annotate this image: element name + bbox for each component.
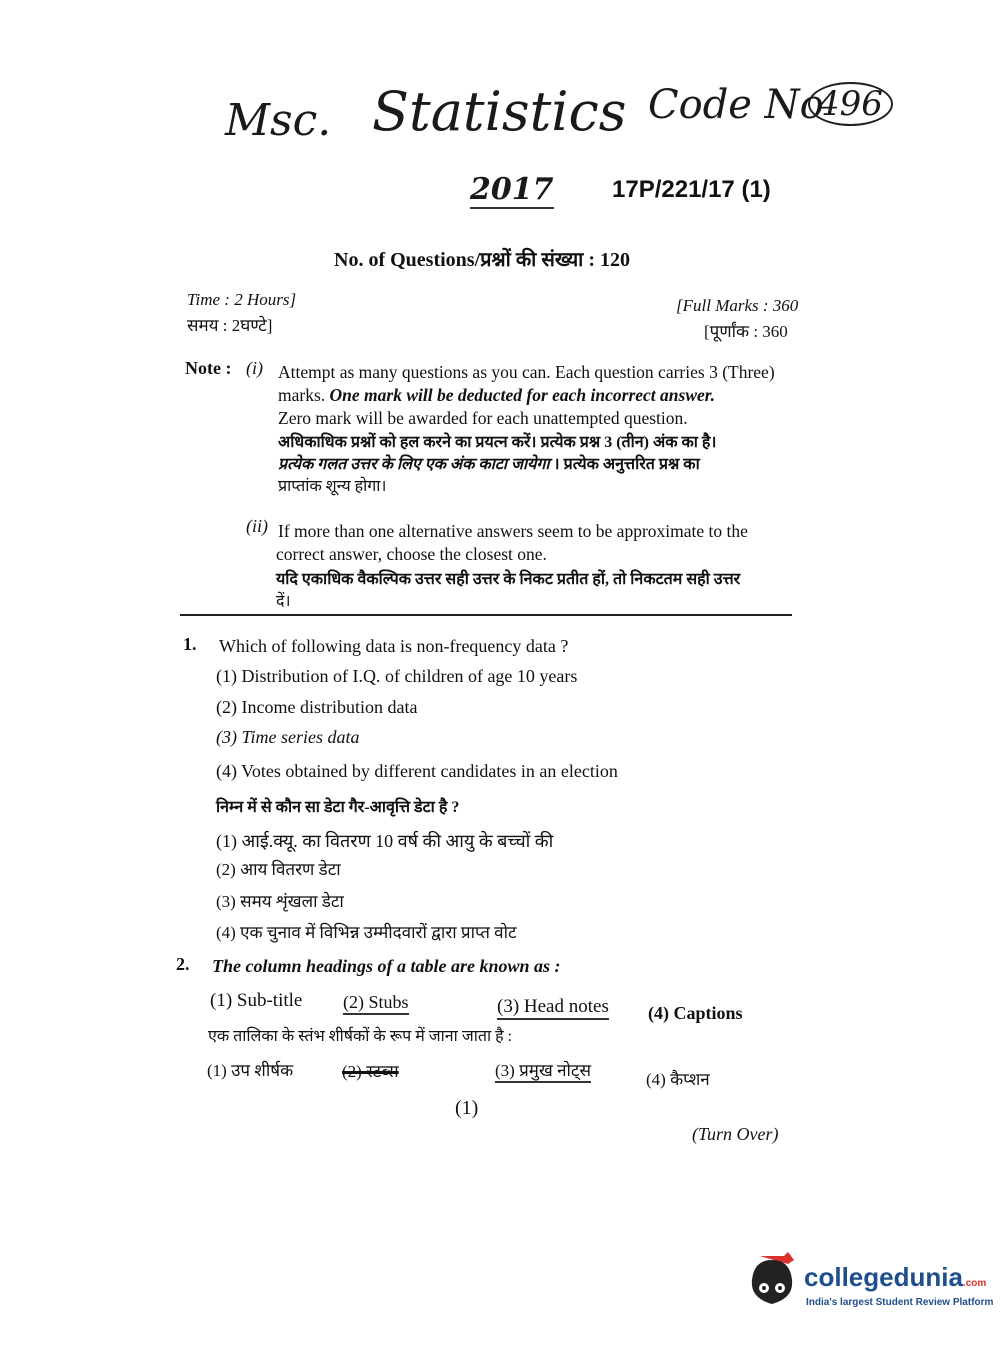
question-1-option-2-hi: (2) आय वितरण डेटा [216, 860, 341, 879]
question-1-option-4-hi: (4) एक चुनाव में विभिन्न उम्मीदवारों द्वारा प्राप्त वोट [216, 923, 517, 942]
mascot-icon [742, 1250, 802, 1310]
note-2-hi-line2: दें। [276, 593, 291, 610]
question-2-option-3-en: (3) Head notes [497, 996, 609, 1020]
note-1-hi-line2 [278, 452, 700, 474]
question-1-option-4-en: (4) Votes obtained by different candidates in an election [216, 761, 618, 781]
handwritten-subject: Statistics [372, 80, 627, 143]
page-number: (1) [455, 1097, 479, 1119]
full-marks-hi: [पूर्णांक : 360 [704, 322, 788, 341]
question-1-text-en: Which of following data is non-frequency data ? [219, 636, 569, 656]
note-1-hi-line3: प्राप्तांक शून्य होगा। [278, 478, 387, 495]
note-1-en-line2 [278, 385, 715, 406]
question-1-option-3-en: (3) Time series data [216, 727, 360, 747]
question-1-option-2-en: (2) Income distribution data [216, 697, 418, 717]
question-2-text-en: The column headings of a table are known as : [212, 956, 561, 976]
question-2-number: 2. [176, 954, 190, 974]
question-1-option-1-en: (1) Distribution of I.Q. of children of age 10 years [216, 666, 578, 686]
brand-name-text: collegedunia [804, 1262, 963, 1292]
full-marks-en: [Full Marks : 360 [676, 296, 799, 315]
handwritten-code-number: 496 [808, 82, 893, 126]
turn-over: (Turn Over) [692, 1124, 779, 1144]
section-divider [180, 614, 792, 616]
collegedunia-logo [742, 1250, 802, 1310]
note-1-negative-marking: One mark will be deducted for each incorrect answer. [329, 385, 716, 405]
time-en: Time : 2 Hours] [187, 290, 297, 309]
note-1-en-line1: Attempt as many questions as you can. Each question carries 3 (Three) [278, 362, 775, 382]
question-2-option-3-hi: (3) प्रमुख नोट्स [495, 1058, 591, 1083]
question-1-option-3-hi: (3) समय शृंखला डेटा [216, 892, 344, 911]
question-1-number: 1. [183, 634, 197, 654]
question-2-option-1-hi: (1) उप शीर्षक [207, 1061, 294, 1080]
question-1-text-hi: निम्न में से कौन सा डेटा गैर-आवृत्ति डेटा है ? [216, 799, 460, 816]
question-2-text-hi: एक तालिका के स्तंभ शीर्षकों के रूप में जाना जाता है : [208, 1028, 513, 1045]
note-1-en-line3: Zero mark will be awarded for each unattempted question. [278, 408, 688, 428]
time-hi: समय : 2घण्टे] [187, 316, 273, 335]
question-2-option-4-hi: (4) कैप्शन [646, 1070, 710, 1089]
handwritten-year: 2017 [470, 172, 554, 207]
note-2-en-line2: correct answer, choose the closest one. [276, 544, 547, 564]
number-of-questions: No. of Questions/प्रश्नों की संख्या : 120 [334, 249, 631, 271]
note-1-marks-word: marks. [278, 385, 326, 405]
note-1-hi-unattempted: । प्रत्येक अनुत्तरित प्रश्न का [553, 456, 700, 473]
note-2-number: (ii) [246, 516, 268, 536]
handwritten-course: Msc. [225, 95, 332, 146]
question-2-option-2-en: (2) Stubs [343, 992, 409, 1015]
note-2-en-line1: If more than one alternative answers seem to be approximate to the [278, 521, 748, 541]
paper-code: 17P/221/17 (1) [612, 176, 771, 203]
brand-name [804, 1262, 986, 1293]
question-1-option-1-hi: (1) आई.क्यू. का वितरण 10 वर्ष की आयु के बच्चों की [216, 831, 554, 851]
note-1-hi-line1: अधिकाधिक प्रश्नों को हल करने का प्रयत्न करें। प्रत्येक प्रश्न 3 (तीन) अंक का है। [278, 434, 717, 451]
brand-suffix: .com [962, 1278, 987, 1289]
note-label: Note : [185, 358, 232, 378]
brand-tagline: India's largest Student Review Platform [806, 1297, 994, 1308]
note-1-number: (i) [246, 358, 263, 378]
handwritten-code-label: Code No [648, 82, 824, 128]
note-1-hi-negative-marking: प्रत्येक गलत उत्तर के लिए एक अंक काटा जायेगा [278, 456, 550, 473]
question-2-option-2-hi: (2) स्टब्स [342, 1062, 399, 1081]
question-2-option-4-en: (4) Captions [648, 1003, 743, 1023]
note-2-hi-line1: यदि एकाधिक वैकल्पिक उत्तर सही उत्तर के निकट प्रतीत हों, तो निकटतम सही उत्तर [276, 571, 741, 588]
question-2-option-1-en: (1) Sub-title [210, 990, 303, 1011]
